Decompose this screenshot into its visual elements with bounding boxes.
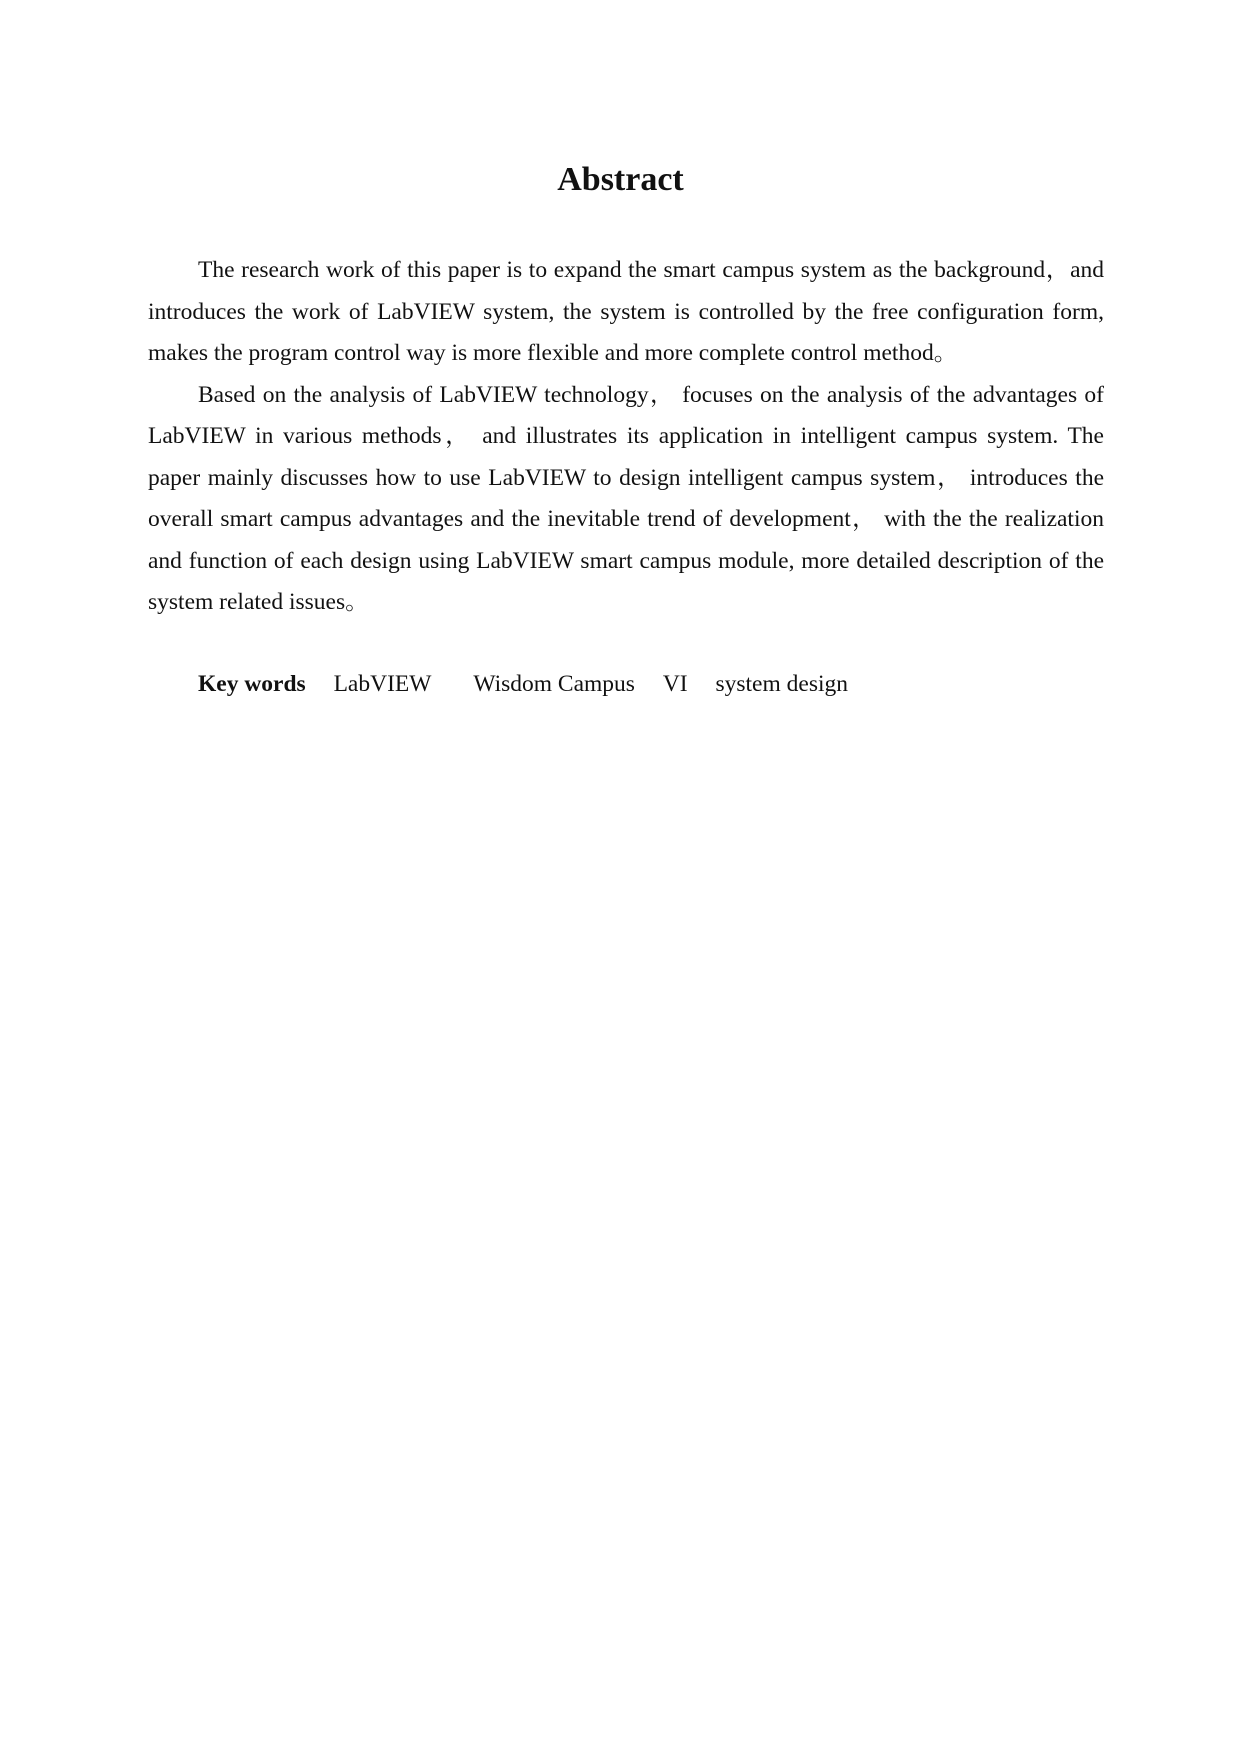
page-title: Abstract bbox=[557, 161, 684, 198]
abstract-paragraph-2: Based on the analysis of LabVIEW technology， focuses on the analysis of the advantages of LabVIEW in various methods， and illustrates its application in intelligent campus system. The paper mainly discusses how to use LabVIEW to design intelligent campus system， introduces the overall smart campus advantages and the inevitable trend of development， with the the realization and function of each design using LabVIEW smart campus module, more detailed description of the system related issues。 bbox=[148, 381, 1104, 615]
keywords-line bbox=[198, 664, 1098, 706]
keyword-item: LabVIEW bbox=[333, 671, 432, 697]
abstract-body bbox=[148, 250, 1104, 624]
keyword-item: Wisdom Campus bbox=[473, 671, 635, 697]
abstract-paragraph-1: The research work of this paper is to expand the smart campus system as the background，and introduces the work of LabVIEW system, the system is controlled by the free configuration form, makes the program control way is more flexible and more complete control method。 bbox=[148, 257, 1104, 366]
keywords-label: Key words bbox=[198, 671, 306, 697]
keyword-item: VI bbox=[662, 671, 688, 697]
keyword-item: system design bbox=[715, 671, 848, 697]
